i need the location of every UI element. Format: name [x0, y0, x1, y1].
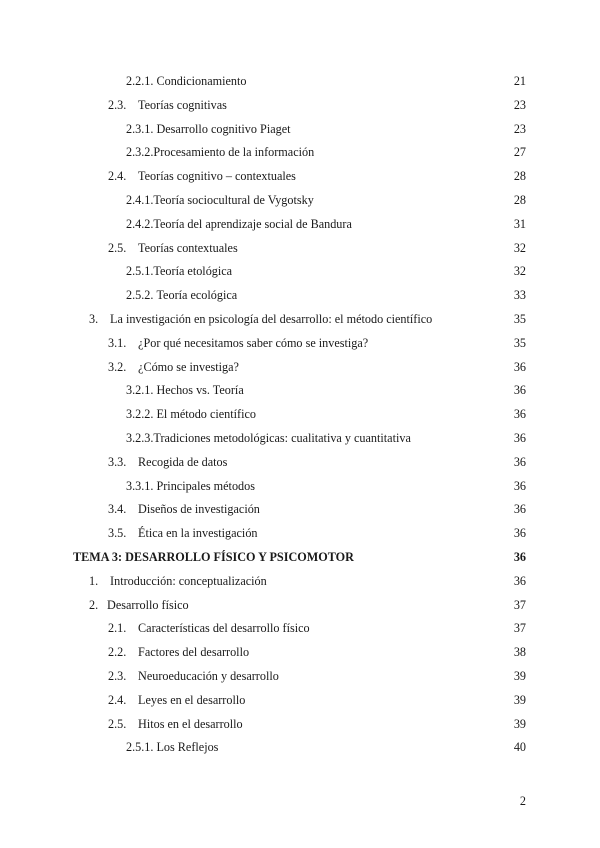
toc-entry: [0, 451, 600, 475]
toc-entry-number: 3.5.: [108, 526, 127, 541]
toc-entry: [0, 189, 600, 213]
toc-entry-page: 23: [513, 97, 526, 112]
toc-entry: [0, 237, 600, 261]
toc-entry: [0, 475, 600, 499]
toc-entry: [0, 594, 600, 618]
toc-entry-page: 39: [513, 716, 526, 731]
toc-entry-label: Desarrollo físico: [107, 597, 189, 612]
toc-entry-page: 39: [513, 692, 526, 707]
toc-entry-label: La investigación en psicología del desarrollo: el método científico: [110, 311, 433, 326]
toc-entry-label: Recogida de datos: [138, 454, 228, 469]
toc-entry: [0, 713, 600, 737]
toc-entry-label: Hechos vs. Teoría: [156, 383, 244, 398]
toc-entry-page: 36: [513, 573, 526, 588]
toc-entry-page: 40: [513, 740, 526, 755]
toc-entry-label: Diseños de investigación: [138, 502, 260, 517]
toc-entry-page: 36: [513, 407, 526, 422]
toc-entry: [0, 641, 600, 665]
toc-entry-label: Teoría ecológica: [156, 288, 238, 303]
toc-entry-page: 27: [513, 145, 526, 160]
toc-entry-label: ¿Cómo se investiga?: [138, 359, 239, 374]
toc-entry-label: Características del desarrollo físico: [138, 621, 310, 636]
toc-entry-page: 36: [513, 430, 526, 445]
toc-entry: [0, 427, 600, 451]
toc-entry-page: 35: [513, 335, 526, 350]
toc-entry-page: 36: [513, 383, 526, 398]
toc-entry-label: Teoría etológica: [153, 264, 233, 279]
toc-entry-label: Procesamiento de la información: [153, 145, 315, 160]
toc-entry-number: 2.4.1.: [126, 192, 154, 207]
toc-entry-label: Leyes en el desarrollo: [138, 692, 246, 707]
toc-entry-number: 2.2.1.: [126, 74, 154, 88]
toc-entry-label: Introducción: conceptualización: [110, 573, 267, 588]
toc-entry-number: 3.2.3.: [126, 430, 154, 445]
toc-entry-number: 2.5.: [108, 240, 127, 255]
toc-entry-number: 2.5.2.: [126, 288, 154, 303]
toc-entry: [0, 617, 600, 641]
toc-entry-number: 2.3.2.: [126, 145, 154, 160]
toc-entry-page: 33: [513, 288, 526, 303]
toc-entry: [0, 689, 600, 713]
toc-entry-page: 32: [513, 240, 526, 255]
toc-entry-label: Teorías contextuales: [138, 240, 238, 255]
toc-entry: [0, 70, 600, 94]
toc-entry-page: 36: [513, 502, 526, 517]
toc-entry-number: 2.2.: [108, 645, 127, 660]
toc-entry: [0, 260, 600, 284]
toc-entry-number: 2.4.: [108, 692, 127, 707]
toc-entry: [0, 165, 600, 189]
toc-entry-label: Condicionamiento: [156, 74, 247, 88]
toc-entry-label: TEMA 3: DESARROLLO FÍSICO Y PSICOMOTOR: [73, 549, 354, 564]
toc-entry: [0, 498, 600, 522]
toc-entry-page: 37: [513, 597, 526, 612]
toc-entry: [0, 332, 600, 356]
toc-entry-label: Teorías cognitivas: [138, 97, 227, 112]
toc-entry-page: 28: [513, 192, 526, 207]
toc-entry-label: Tradiciones metodológicas: cualitativa y cuantitativa: [153, 430, 411, 445]
toc-entry-page: 37: [513, 621, 526, 636]
toc-entry-number: 3.2.: [108, 359, 127, 374]
toc-entry: [0, 522, 600, 546]
toc-entry-number: 3.: [89, 311, 99, 326]
toc-entry: [0, 308, 600, 332]
toc-entry-page: 36: [513, 454, 526, 469]
toc-entry-page: 38: [513, 645, 526, 660]
toc-entry: [0, 356, 600, 380]
toc-entry-number: 2.5.1.: [126, 264, 154, 279]
toc-entry-page: 39: [513, 668, 526, 683]
toc-entry-number: 2.1.: [108, 621, 127, 636]
toc-entry-label: Hitos en el desarrollo: [138, 716, 243, 731]
page-number: 2: [519, 794, 526, 808]
toc-chapter-heading: [0, 546, 600, 570]
toc-entry-label: Teorías cognitivo – contextuales: [138, 169, 296, 184]
toc-entry-number: 2.4.: [108, 169, 127, 184]
toc-entry-page: 36: [513, 549, 526, 564]
toc-entry-number: 3.3.: [108, 454, 127, 469]
toc-entry-label: Los Reflejos: [156, 740, 219, 755]
toc-entry-page: 28: [513, 169, 526, 184]
toc-entry-number: 3.1.: [108, 335, 127, 350]
toc-entry-number: 2.: [89, 597, 99, 612]
toc-entry-number: 3.4.: [108, 502, 127, 517]
toc-entry-number: 3.3.1.: [126, 478, 154, 493]
toc-entry-page: 35: [513, 311, 526, 326]
toc-entry-number: 2.3.: [108, 97, 127, 112]
toc-entry-page: 36: [513, 359, 526, 374]
toc-entry-number: 2.5.1.: [126, 740, 154, 755]
toc-entry-label: Principales métodos: [156, 478, 255, 493]
toc-entry-number: 3.2.1.: [126, 383, 154, 398]
toc-entry-label: El método científico: [156, 407, 256, 422]
toc-entry-label: Teoría sociocultural de Vygotsky: [153, 192, 314, 207]
toc-entry-page: 21: [513, 74, 526, 88]
toc-entry-number: 2.5.: [108, 716, 127, 731]
toc-entry: [0, 118, 600, 142]
toc-entry-number: 2.4.2.: [126, 216, 154, 231]
toc-entry: [0, 284, 600, 308]
toc-entry-number: 1.: [89, 573, 99, 588]
toc-entry: [0, 141, 600, 165]
toc-entry-label: Ética en la investigación: [138, 526, 258, 541]
toc-entry: [0, 379, 600, 403]
toc-entry: [0, 403, 600, 427]
toc-entry: [0, 570, 600, 594]
toc-entry-page: 23: [513, 121, 526, 136]
toc-entry-label: Neuroeducación y desarrollo: [138, 668, 279, 683]
toc-entry-page: 32: [513, 264, 526, 279]
toc-entry-number: 2.3.: [108, 668, 127, 683]
toc-entry-page: 31: [513, 216, 526, 231]
toc-entry-label: Factores del desarrollo: [138, 645, 250, 660]
toc-entry-number: 2.3.1.: [126, 121, 154, 136]
toc-entry-page: 36: [513, 478, 526, 493]
toc-entry-number: 3.2.2.: [126, 407, 154, 422]
toc-entry: [0, 736, 600, 760]
toc-entry: [0, 94, 600, 118]
toc-entry-label: Desarrollo cognitivo Piaget: [156, 121, 291, 136]
table-of-contents: [0, 70, 600, 760]
toc-entry-page: 36: [513, 526, 526, 541]
toc-entry-label: ¿Por qué necesitamos saber cómo se investiga?: [138, 335, 369, 350]
toc-entry: [0, 213, 600, 237]
toc-entry: [0, 665, 600, 689]
toc-entry-label: Teoría del aprendizaje social de Bandura: [153, 216, 352, 231]
